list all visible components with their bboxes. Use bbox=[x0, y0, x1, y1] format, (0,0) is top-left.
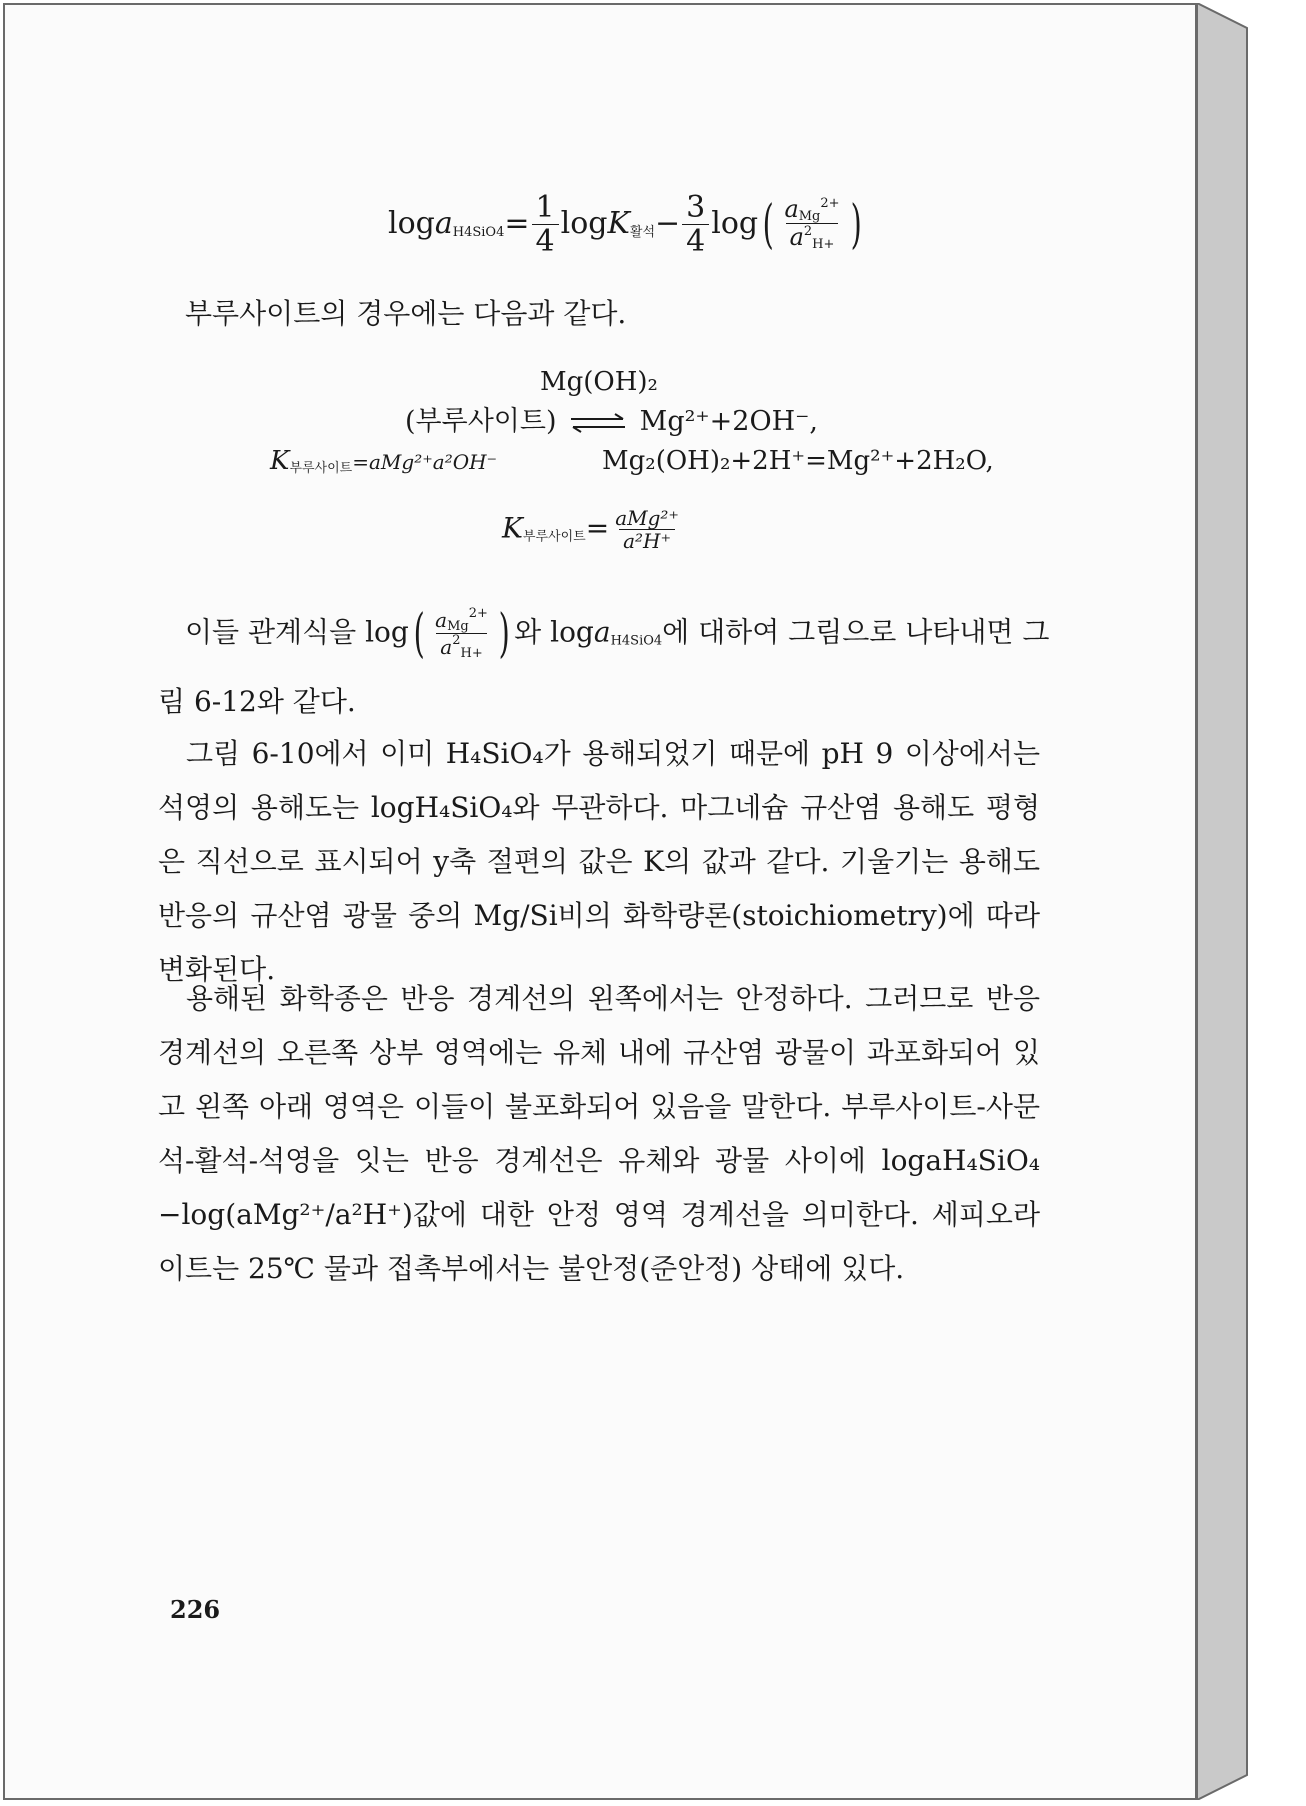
paragraph-solubility: 그림 6-10에서 이미 H₄SiO₄가 용해되었기 때문에 pH 9 이상에서는 석영의 용해도는 logH₄SiO₄와 무관하다. 마그네슘 규산염 용해도 평형은 직선으로 표시되어 y축 절편의 값은 K의 값과 같다. 기울기는 용해도 반응의 규산염 광물 중의 Mg/Si비의 화학량론(stoichiometry)에 따라 변화된다. bbox=[158, 737, 1040, 986]
brucite-k-expression: $K_{부루사이트}=aMg^{2+}a^2OH^-$ bbox=[270, 446, 498, 476]
page-edge bbox=[1197, 3, 1255, 1800]
brucite-k-fraction: $K_{부루사이트}=$ $\frac{\text{aMg²⁺}}{\text{a²H⁺}}$ bbox=[502, 506, 679, 553]
paragraph-relations: 이들 관계식을 log( $\frac{a_{Mg}^{2+}}{a^2_{H+}}$ ) 와 loga$_{H4SiO4}$에 대하여 그림으로 나타내면 그 bbox=[185, 604, 1050, 664]
reaction-top-formula: Mg(OH)₂ bbox=[540, 367, 658, 397]
paragraph-brucite-intro: 부루사이트의 경우에는 다음과 같다. bbox=[185, 297, 627, 330]
equation-talc: loga$_{H4SiO4}$= $\frac{1}{4}$ logK$_{활석}$− $\frac{3}{4}$ log( $\frac{a_{Mg}^{2+}}{a^2_{H+}}$ ) bbox=[388, 190, 862, 259]
paragraph-relations-line2: 림 6-12와 같다. bbox=[158, 685, 356, 718]
page-number: 226 bbox=[170, 1595, 221, 1624]
equilibrium-arrows-icon bbox=[569, 413, 627, 433]
reaction-line: (부루사이트) Mg²⁺+2OH⁻, bbox=[405, 406, 818, 437]
brucite-reaction-2: Mg₂(OH)₂+2H⁺=Mg²⁺+2H₂O, bbox=[602, 446, 994, 476]
paragraph-stability: 용해된 화학종은 반응 경계선의 왼쪽에서는 안정하다. 그러므로 반응 경계선의 오른쪽 상부 영역에는 유체 내에 규산염 광물이 과포화되어 있고 왼쪽 아래 영역은 이들이 불포화되어 있음을 말한다. 부루사이트-사문석-활석-석영을 잇는 반응 경계선은 유체와 광물 사이에 logaH₄SiO₄ −log(aMg²⁺/a²H⁺)값에 대한 안정 영역 경계선을 의미한다. 세피오라이트는 25℃ 물과 접촉부에서는 불안정(준안정) 상태에 있다. bbox=[158, 982, 1040, 1285]
